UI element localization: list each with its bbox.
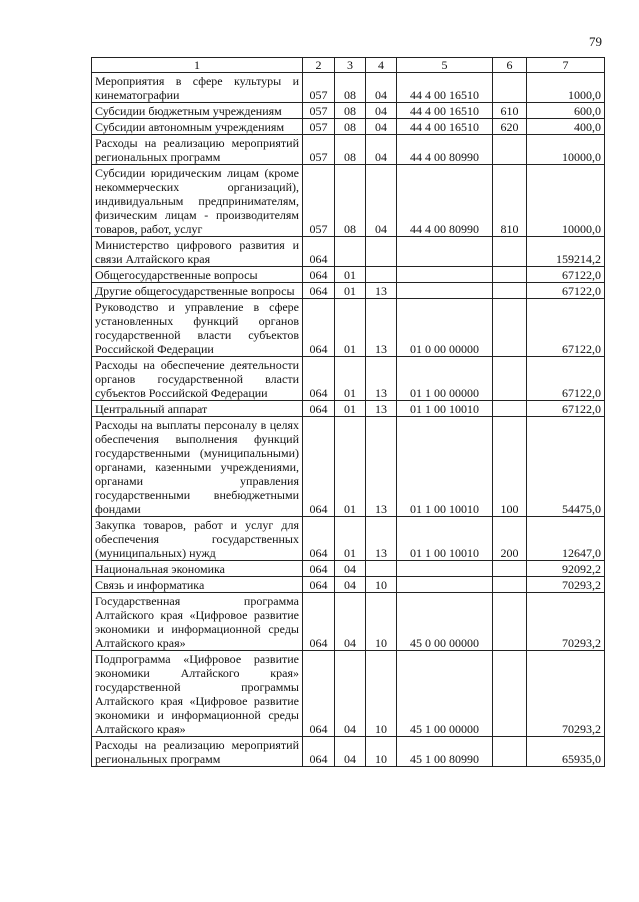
amount: 400,0 xyxy=(527,119,605,135)
table-header-row xyxy=(92,58,605,73)
item-name: Другие общегосударственные вопросы xyxy=(92,283,303,299)
target-article-code: 44 4 00 16510 xyxy=(397,103,493,119)
amount: 600,0 xyxy=(527,103,605,119)
chapter-code: 08 xyxy=(335,119,366,135)
section-code: 064 xyxy=(303,299,335,357)
table-row xyxy=(92,135,605,165)
target-article-code: 44 4 00 16510 xyxy=(397,119,493,135)
subsection-code: 13 xyxy=(366,357,397,401)
section-code: 057 xyxy=(303,103,335,119)
section-code: 057 xyxy=(303,119,335,135)
subsection-code: 04 xyxy=(366,73,397,103)
target-article-code: 44 4 00 80990 xyxy=(397,165,493,237)
amount: 92092,2 xyxy=(527,561,605,577)
chapter-code: 08 xyxy=(335,135,366,165)
item-name: Субсидии бюджетным учреждениям xyxy=(92,103,303,119)
section-code: 064 xyxy=(303,561,335,577)
section-code: 064 xyxy=(303,737,335,767)
item-name: Министерство цифрового развития и связи Алтайского края xyxy=(92,237,303,267)
target-article-code: 01 1 00 10010 xyxy=(397,517,493,561)
amount: 12647,0 xyxy=(527,517,605,561)
subsection-code: 04 xyxy=(366,135,397,165)
chapter-code: 01 xyxy=(335,417,366,517)
table-row xyxy=(92,401,605,417)
table-row xyxy=(92,267,605,283)
subsection-code xyxy=(366,237,397,267)
column-header: 5 xyxy=(397,58,493,73)
subsection-code: 10 xyxy=(366,593,397,651)
section-code: 064 xyxy=(303,237,335,267)
table-row xyxy=(92,73,605,103)
item-name: Центральный аппарат xyxy=(92,401,303,417)
target-article-code xyxy=(397,561,493,577)
subsection-code: 10 xyxy=(366,737,397,767)
subsection-code: 04 xyxy=(366,103,397,119)
section-code: 064 xyxy=(303,577,335,593)
amount: 10000,0 xyxy=(527,135,605,165)
item-name: Общегосударственные вопросы xyxy=(92,267,303,283)
amount: 65935,0 xyxy=(527,737,605,767)
target-article-code xyxy=(397,267,493,283)
item-name: Субсидии юридическим лицам (кроме некоммерческих организаций), индивидуальным предпринимателям, физическим лицам - производителям товаров, работ, услуг xyxy=(92,165,303,237)
chapter-code: 01 xyxy=(335,517,366,561)
amount: 1000,0 xyxy=(527,73,605,103)
chapter-code xyxy=(335,237,366,267)
item-name: Подпрограмма «Цифровое развитие экономики Алтайского края» государственной программы Алтайского края «Цифровое развитие экономики и информационной среды Алтайского края» xyxy=(92,651,303,737)
column-header: 3 xyxy=(335,58,366,73)
expense-type-code: 610 xyxy=(493,103,527,119)
expense-type-code xyxy=(493,299,527,357)
section-code: 064 xyxy=(303,517,335,561)
section-code: 057 xyxy=(303,165,335,237)
table-row xyxy=(92,561,605,577)
item-name: Расходы на реализацию мероприятий региональных программ xyxy=(92,135,303,165)
subsection-code: 13 xyxy=(366,299,397,357)
item-name: Государственная программа Алтайского края «Цифровое развитие экономики и информационной среды Алтайского края» xyxy=(92,593,303,651)
table-row xyxy=(92,417,605,517)
expense-type-code xyxy=(493,651,527,737)
amount: 67122,0 xyxy=(527,267,605,283)
expense-type-code xyxy=(493,237,527,267)
target-article-code: 44 4 00 16510 xyxy=(397,73,493,103)
target-article-code: 45 1 00 00000 xyxy=(397,651,493,737)
section-code: 064 xyxy=(303,401,335,417)
expense-type-code xyxy=(493,593,527,651)
subsection-code: 13 xyxy=(366,401,397,417)
item-name: Национальная экономика xyxy=(92,561,303,577)
page-number: 79 xyxy=(589,34,602,49)
chapter-code: 04 xyxy=(335,561,366,577)
chapter-code: 08 xyxy=(335,73,366,103)
amount: 67122,0 xyxy=(527,299,605,357)
amount: 70293,2 xyxy=(527,577,605,593)
amount: 54475,0 xyxy=(527,417,605,517)
expense-type-code: 100 xyxy=(493,417,527,517)
subsection-code xyxy=(366,267,397,283)
table-row xyxy=(92,165,605,237)
target-article-code: 01 0 00 00000 xyxy=(397,299,493,357)
item-name: Мероприятия в сфере культуры и кинематографии xyxy=(92,73,303,103)
item-name: Расходы на обеспечение деятельности органов государственной власти субъектов Российской Федерации xyxy=(92,357,303,401)
section-code: 064 xyxy=(303,283,335,299)
item-name: Руководство и управление в сфере установленных функций органов государственной власти субъектов Российской Федерации xyxy=(92,299,303,357)
expense-type-code xyxy=(493,135,527,165)
table-row xyxy=(92,577,605,593)
expense-type-code xyxy=(493,73,527,103)
chapter-code: 04 xyxy=(335,651,366,737)
section-code: 064 xyxy=(303,593,335,651)
subsection-code: 10 xyxy=(366,651,397,737)
expense-type-code xyxy=(493,401,527,417)
section-code: 064 xyxy=(303,651,335,737)
chapter-code: 04 xyxy=(335,737,366,767)
section-code: 057 xyxy=(303,135,335,165)
budget-table xyxy=(91,57,605,767)
column-header: 2 xyxy=(303,58,335,73)
chapter-code: 01 xyxy=(335,267,366,283)
item-name: Закупка товаров, работ и услуг для обеспечения государственных (муниципальных) нужд xyxy=(92,517,303,561)
table-row xyxy=(92,357,605,401)
item-name: Расходы на выплаты персоналу в целях обеспечения выполнения функций государственными (муниципальными) органами, казенными учреждениями, органами управления государственными внебюджетными фондами xyxy=(92,417,303,517)
chapter-code: 01 xyxy=(335,401,366,417)
amount: 159214,2 xyxy=(527,237,605,267)
chapter-code: 08 xyxy=(335,103,366,119)
table-row xyxy=(92,237,605,267)
table-row xyxy=(92,119,605,135)
expense-type-code: 810 xyxy=(493,165,527,237)
expense-type-code xyxy=(493,267,527,283)
table-row xyxy=(92,517,605,561)
target-article-code: 01 1 00 00000 xyxy=(397,357,493,401)
expense-type-code: 620 xyxy=(493,119,527,135)
chapter-code: 04 xyxy=(335,577,366,593)
item-name: Расходы на реализацию мероприятий региональных программ xyxy=(92,737,303,767)
expense-type-code: 200 xyxy=(493,517,527,561)
expense-type-code xyxy=(493,737,527,767)
chapter-code: 01 xyxy=(335,357,366,401)
subsection-code: 04 xyxy=(366,165,397,237)
table-row xyxy=(92,299,605,357)
amount: 70293,2 xyxy=(527,593,605,651)
target-article-code: 45 0 00 00000 xyxy=(397,593,493,651)
amount: 67122,0 xyxy=(527,283,605,299)
section-code: 057 xyxy=(303,73,335,103)
expense-type-code xyxy=(493,577,527,593)
item-name: Связь и информатика xyxy=(92,577,303,593)
target-article-code: 44 4 00 80990 xyxy=(397,135,493,165)
column-header: 1 xyxy=(92,58,303,73)
subsection-code: 13 xyxy=(366,517,397,561)
target-article-code: 01 1 00 10010 xyxy=(397,417,493,517)
amount: 67122,0 xyxy=(527,357,605,401)
section-code: 064 xyxy=(303,417,335,517)
chapter-code: 01 xyxy=(335,299,366,357)
chapter-code: 01 xyxy=(335,283,366,299)
target-article-code xyxy=(397,237,493,267)
table-row xyxy=(92,283,605,299)
target-article-code: 45 1 00 80990 xyxy=(397,737,493,767)
table-row xyxy=(92,651,605,737)
column-header: 7 xyxy=(527,58,605,73)
expense-type-code xyxy=(493,561,527,577)
column-header: 6 xyxy=(493,58,527,73)
amount: 10000,0 xyxy=(527,165,605,237)
section-code: 064 xyxy=(303,267,335,283)
table-row xyxy=(92,593,605,651)
table-row xyxy=(92,737,605,767)
amount: 67122,0 xyxy=(527,401,605,417)
subsection-code: 13 xyxy=(366,283,397,299)
column-header: 4 xyxy=(366,58,397,73)
amount: 70293,2 xyxy=(527,651,605,737)
chapter-code: 08 xyxy=(335,165,366,237)
subsection-code xyxy=(366,561,397,577)
expense-type-code xyxy=(493,357,527,401)
subsection-code: 13 xyxy=(366,417,397,517)
subsection-code: 10 xyxy=(366,577,397,593)
subsection-code: 04 xyxy=(366,119,397,135)
item-name: Субсидии автономным учреждениям xyxy=(92,119,303,135)
target-article-code xyxy=(397,577,493,593)
target-article-code: 01 1 00 10010 xyxy=(397,401,493,417)
table-row xyxy=(92,103,605,119)
section-code: 064 xyxy=(303,357,335,401)
chapter-code: 04 xyxy=(335,593,366,651)
expense-type-code xyxy=(493,283,527,299)
target-article-code xyxy=(397,283,493,299)
